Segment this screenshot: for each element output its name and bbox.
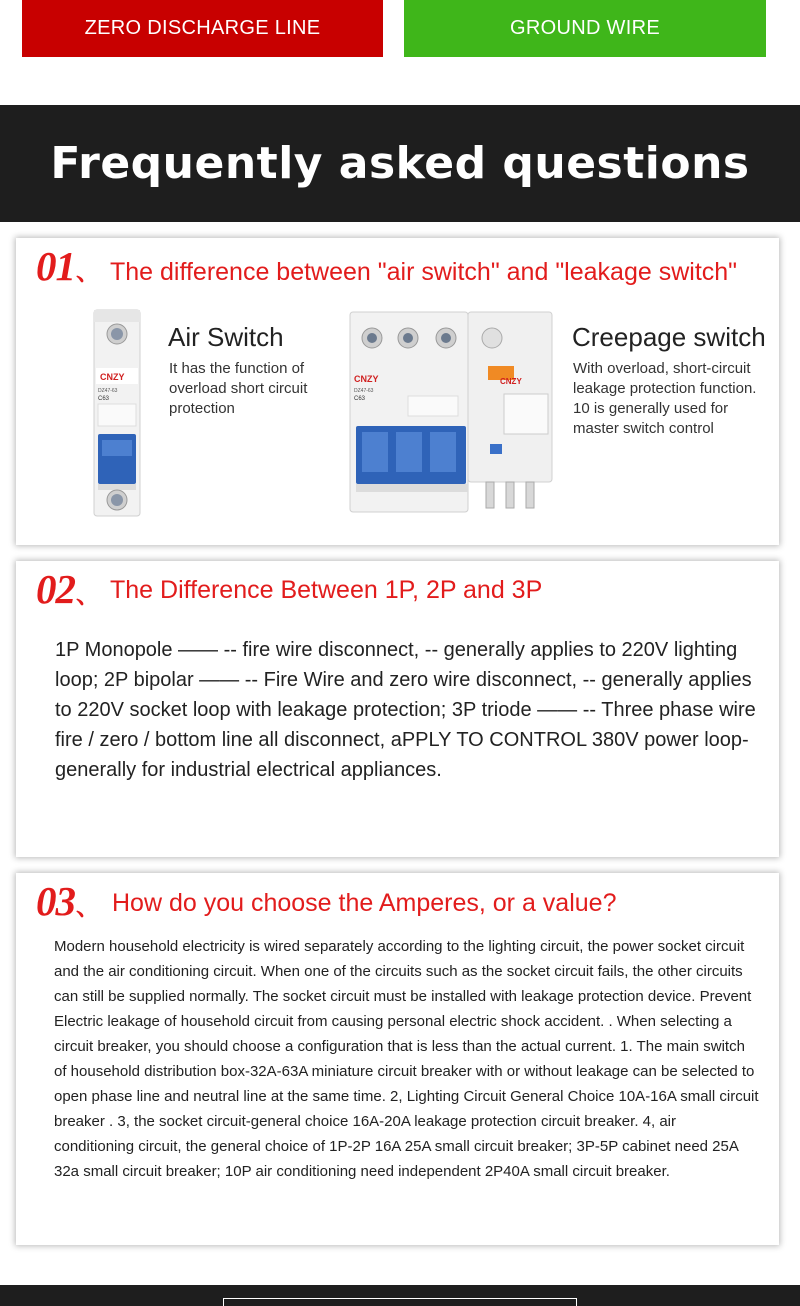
svg-text:CNZY: CNZY — [500, 377, 522, 386]
ground-wire-text: GROUND WIRE — [510, 17, 660, 39]
air-switch-description: It has the function of overload short circuit protection — [169, 360, 308, 417]
question-number: 01、 — [36, 243, 99, 289]
svg-text:DZ47-63: DZ47-63 — [354, 388, 374, 394]
answer-text: Modern household electricity is wired separately according to the lighting circuit, the power socket circuit and the air conditioning circuit. When one of the circuits such as the socket circuit fails, the other circuits can still be supplied normally. The socket circuit must be installed with leakage protection device. Prevent Electric leakage of household circuit from causing personal electric shock accident. . When selecting a circuit breaker, you should choose a configuration that is less than the actual current. 1. The main switch of household distribution box-32A-63A miniature circuit breaker with or without leakage can be selected to open phase line and neutral line at the same time. 2, Lighting Circuit General Choice 10A-16A small circuit breaker . 3, the socket circuit-general choice 16A-20A leakage protection circuit breaker. 4, air conditioning circuit, the general choice of 1P-2P 16A 25A small circuit breaker; 3P-5P cabinet need 25A 32a small circuit breaker; 10P air conditioning need independent 2P40A small circuit breaker. — [54, 938, 759, 1180]
creepage-switch-description: With overload, short-circuit leakage protection function. 10 is generally used for master switch control — [573, 360, 757, 437]
svg-text:CNZY: CNZY — [354, 374, 379, 384]
question-title: The difference between "air switch" and "leakage switch" — [110, 258, 738, 286]
svg-text:C63: C63 — [98, 396, 110, 402]
question-title: The Difference Between 1P, 2P and 3P — [110, 576, 543, 604]
svg-text:DZ47-63: DZ47-63 — [98, 388, 118, 394]
question-title: How do you choose the Amperes, or a value? — [112, 889, 617, 917]
creepage-switch-name: Creepage switch — [572, 322, 766, 352]
question-number: 03、 — [36, 878, 99, 924]
ground-wire-label — [404, 0, 766, 57]
faq-heading-band — [0, 105, 800, 222]
faq-card-01 — [16, 238, 779, 545]
bottom-outline-box — [223, 1298, 577, 1306]
svg-text:C63: C63 — [354, 396, 366, 402]
three-pole-leakage-breaker-image — [348, 310, 560, 520]
zero-discharge-line-text: ZERO DISCHARGE LINE — [84, 17, 321, 39]
faq-card-02 — [16, 561, 779, 857]
answer-text: 1P Monopole —— -- fire wire disconnect, -- generally applies to 220V lighting loop; 2P bipolar —— -- Fire Wire and zero wire disconnect, -- generally applies to 220V socket loop with leakage protection; 3P triode —— -- Three phase wire fire / zero / bottom line all disconnect, aPPLY TO CONTROL 380V power loop-generally for industrial electrical appliances. — [55, 639, 756, 781]
svg-text:CNZY: CNZY — [100, 372, 125, 382]
faq-heading: Frequently asked questions — [50, 138, 750, 189]
air-switch-name: Air Switch — [168, 322, 284, 352]
single-pole-breaker-image — [92, 308, 142, 518]
zero-discharge-line-label — [22, 0, 383, 57]
faq-card-03 — [16, 873, 779, 1245]
question-number: 02、 — [36, 566, 99, 612]
